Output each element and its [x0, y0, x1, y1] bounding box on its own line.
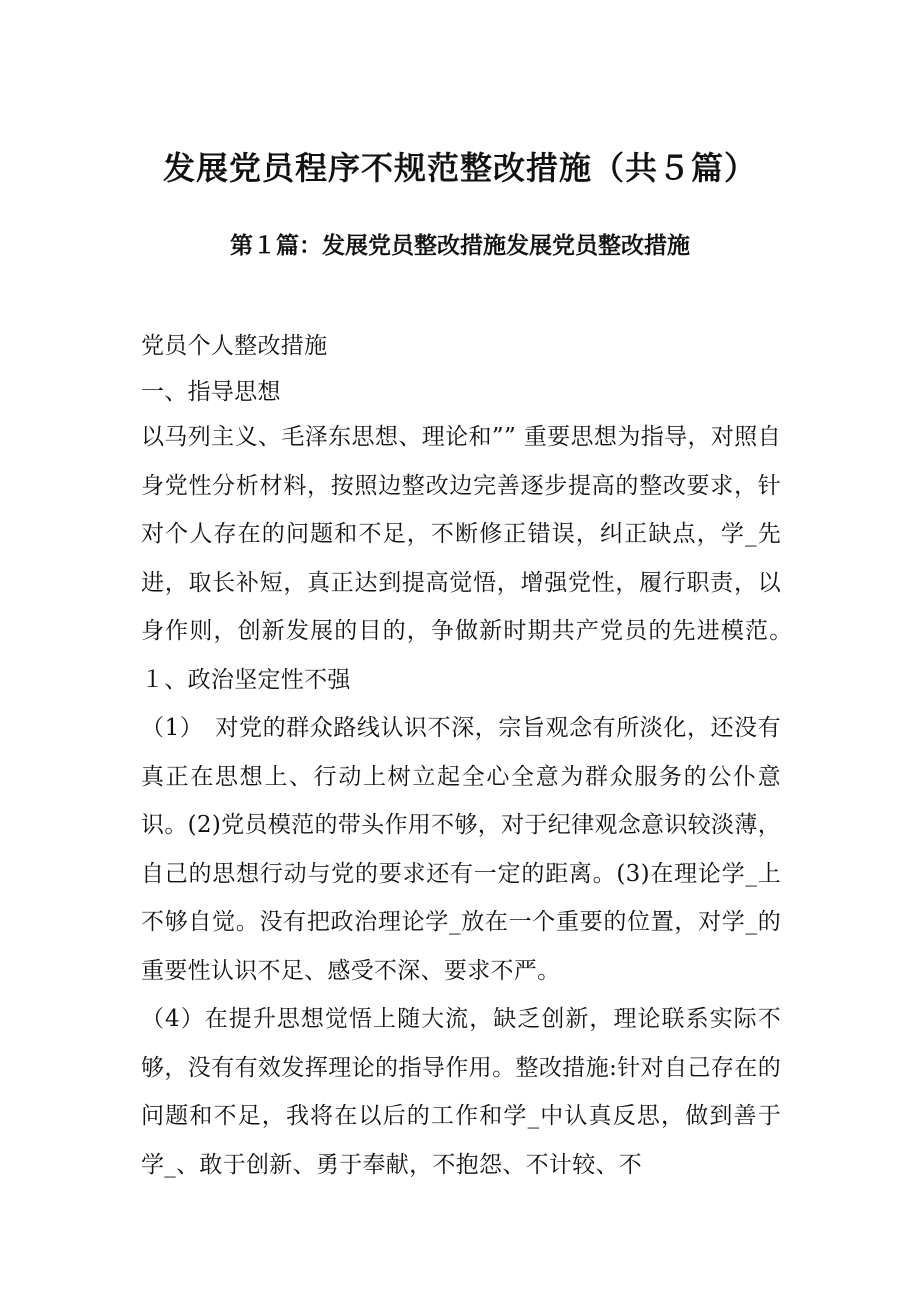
body-paragraph: （4）在提升思想觉悟上随大流，缺乏创新，理论联系实际不够，没有有效发挥理论的指导作用。整改措施:针对自己存在的问题和不足，我将在以后的工作和学_中认真反思，做到善于学_、敢于创新、勇于奉献，不抱怨、不计较、不	[141, 1006, 781, 1178]
document-title: 发展党员程序不规范整改措施（共５篇）	[162, 149, 757, 187]
section-subheading: 一、指导思想	[141, 378, 281, 405]
body-paragraph: （1） 对党的群众路线认识不深，宗旨观念有所淡化，还没有真正在思想上、行动上树立起全心全意为群众服务的公仆意识。(2)党员模范的带头作用不够，对于纪律观念意识较淡薄，自己的思想行动与党的要求还有一定的距离。(3)在理论学_上不够自觉。没有把政治理论学_放在一个重要的位置，对学_的重要性认识不足、感受不深、要求不严。	[141, 715, 781, 984]
body-paragraph: 以马列主义、毛泽东思想、理论和”” 重要思想为指导，对照自身党性分析材料，按照边整改边完善逐步提高的整改要求，针对个人存在的问题和不足，不断修正错误，纠正缺点，学_先进，取长补短，真正达到提高觉悟，增强党性，履行职责，以身作则，创新发展的目的，争做新时期共产党员的先进模范。 １、政治坚定性不强	[141, 424, 805, 693]
document-body	[141, 322, 805, 1189]
section-heading: 党员个人整改措施	[141, 333, 328, 359]
document-subtitle: 第１篇：发展党员整改措施发展党员整改措施	[230, 232, 690, 259]
